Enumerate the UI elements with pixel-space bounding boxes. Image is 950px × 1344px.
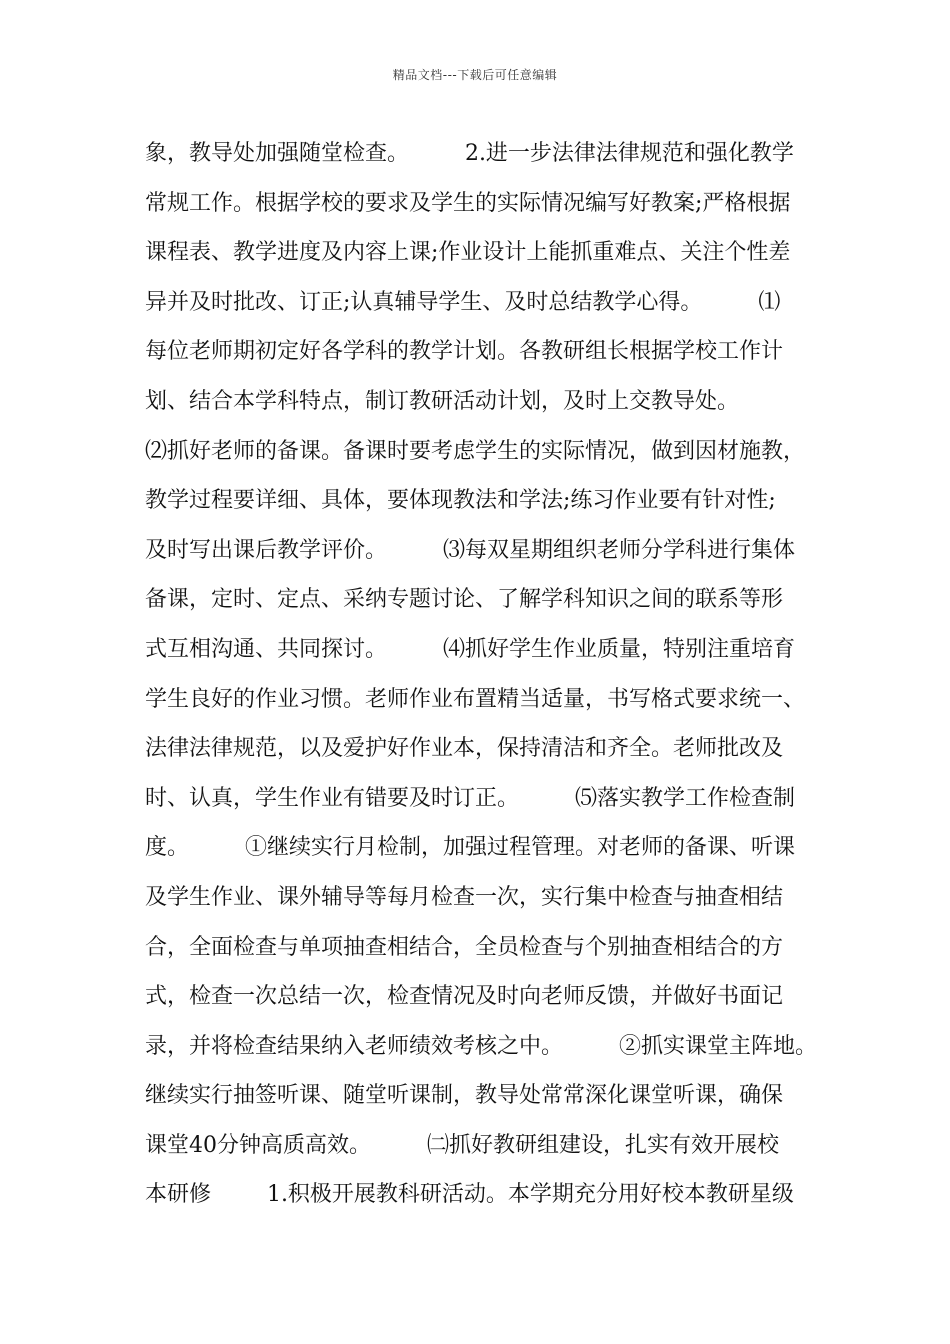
text-line: 课程表、教学进度及内容上课;作业设计上能抓重难点、关注个性差 <box>145 240 791 266</box>
text-line: 划、结合本学科特点，制订教研活动计划，及时上交教导处。 <box>145 388 740 414</box>
text-line: 法律法律规范，以及爱护好作业本，保持清洁和齐全。老师批改及 <box>145 736 784 762</box>
text-line: 课堂40分钟高质高效。 ㈡抓好教研组建设，扎实有效开展校 <box>145 1132 779 1158</box>
page-header: 精品文档---下载后可任意编辑 <box>392 68 558 82</box>
document-body <box>145 129 835 1220</box>
text-line: ⑵抓好老师的备课。备课时要考虑学生的实际情况，做到因材施教， <box>145 438 806 464</box>
text-line: 时、认真，学生作业有错要及时订正。 ⑸落实教学工作检查制 <box>145 785 795 811</box>
text-line: 教学过程要详细、具体，要体现教法和学法;练习作业要有针对性; <box>145 488 776 514</box>
text-line: 本研修 1.积极开展教科研活动。本学期充分用好校本教研星级 <box>145 1182 794 1208</box>
text-line: 备课，定时、定点、采纳专题讨论、了解学科知识之间的联系等形 <box>145 587 784 613</box>
text-line: 继续实行抽签听课、随堂听课制，教导处常常深化课堂听课，确保 <box>145 1083 784 1109</box>
text-line: 象，教导处加强随堂检查。 2.进一步法律法律规范和强化教学 <box>145 141 794 166</box>
text-line: 度。 ①继续实行月检制，加强过程管理。对老师的备课、听课 <box>145 835 795 861</box>
text-line: 常规工作。根据学校的要求及学生的实际情况编写好教案;严格根据 <box>145 190 791 216</box>
text-line: 及时写出课后教学评价。 ⑶每双星期组织老师分学科进行集体 <box>145 537 795 563</box>
text-line: 式互相沟通、共同探讨。 ⑷抓好学生作业质量，特别注重培育 <box>145 636 795 662</box>
text-line: 异并及时批改、订正;认真辅导学生、及时总结教学心得。 ⑴ <box>145 289 781 315</box>
text-line: 每位老师期初定好各学科的教学计划。各教研组长根据学校工作计 <box>145 339 784 365</box>
text-line: 学生良好的作业习惯。老师作业布置精当适量，书写格式要求统一、 <box>145 686 806 712</box>
text-line: 录，并将检查结果纳入老师绩效考核之中。 ②抓实课堂主阵地。 <box>145 1033 817 1059</box>
text-line: 合，全面检查与单项抽查相结合，全员检查与个别抽查相结合的方 <box>145 934 784 960</box>
text-line: 式，检查一次总结一次，检查情况及时向老师反馈，并做好书面记 <box>145 984 784 1010</box>
text-line: 及学生作业、课外辅导等每月检查一次，实行集中检查与抽查相结 <box>145 884 784 910</box>
